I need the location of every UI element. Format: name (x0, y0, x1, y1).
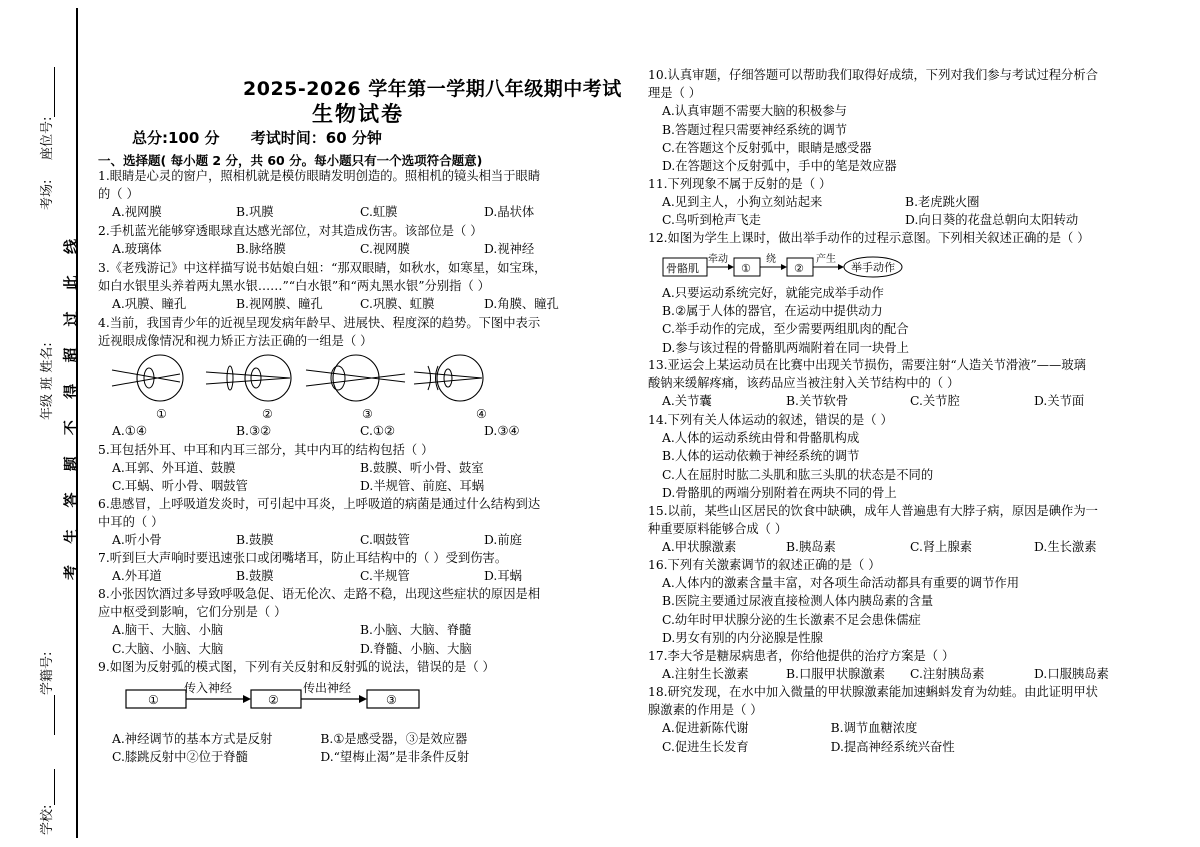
question-9 (98, 658, 608, 676)
question-15 (648, 502, 1158, 557)
q3-option-a[interactable]: A.巩膜、瞳孔 (112, 297, 187, 312)
q11-option-d[interactable]: D.向日葵的花盘总朝向太阳转动 (905, 213, 1079, 228)
grade-class-name-label: 年级 班 姓名: (40, 342, 55, 420)
q2-option-b[interactable]: B.脉络膜 (236, 242, 286, 257)
question-12-options (648, 284, 1158, 357)
flow-node-1-label: ① (741, 262, 751, 275)
eye-label-1: ① (156, 407, 167, 421)
q10-stem-line2: 理是（ ） (648, 86, 702, 101)
q15-option-b[interactable]: B.胰岛素 (786, 540, 836, 555)
question-12 (648, 229, 1158, 247)
exam-title: 2025-2026 学年第一学期八年级期中考试 (243, 78, 622, 100)
q1-options (98, 203, 608, 221)
q9-option-c[interactable]: C.膝跳反射中②位于脊髓 (112, 750, 248, 765)
q18-option-c[interactable]: C.促进生长发育 (662, 739, 749, 754)
q6-option-c[interactable]: C.咽鼓管 (360, 533, 410, 548)
q16-option-b[interactable]: B.医院主要通过尿液直接检测人体内胰岛素的含量 (662, 594, 934, 609)
q8-option-b[interactable]: B.小脑、大脑、脊髓 (360, 623, 472, 638)
q6-stem-line2: 中耳的（ ） (98, 515, 164, 530)
seat-blank[interactable] (54, 67, 55, 117)
q12-options (648, 284, 1158, 357)
q11-option-c[interactable]: C.鸟听到枪声飞走 (662, 213, 761, 228)
q12-stem: 12.如图为学生上课时，做出举手动作的过程示意图。下列相关叙述正确的是（ ） (648, 231, 1090, 245)
q18-option-a[interactable]: A.促进新陈代谢 (662, 721, 749, 736)
q10-options (648, 102, 1158, 175)
question-16 (648, 556, 1158, 647)
seat-field (36, 67, 55, 160)
q6-options (98, 531, 608, 549)
section-heading: 一、选择题( 每小题 2 分，共 60 分。每小题只有一个选项符合题意) (98, 153, 483, 168)
q5-option-a[interactable]: A.耳郭、外耳道、鼓膜 (112, 461, 236, 476)
question-4 (98, 314, 608, 350)
q16-options (648, 574, 1158, 647)
q7-option-a[interactable]: A.外耳道 (112, 569, 162, 584)
flow-node-2-label: ② (794, 262, 804, 275)
q1-option-b[interactable]: B.巩膜 (236, 205, 274, 220)
reflex-node-3-label: ③ (386, 693, 397, 707)
q4-option-b[interactable]: B.③② (236, 424, 271, 438)
q7-option-b[interactable]: B.鼓膜 (236, 569, 274, 584)
q8-stem-line1: 8.小张因饮酒过多导致呼吸急促、语无伦次、走路不稳，出现这些症状的原因是相 (98, 587, 541, 601)
q10-option-a[interactable]: A.认真审题不需要大脑的积极参与 (662, 104, 847, 119)
q13-option-a[interactable]: A.关节囊 (662, 394, 712, 409)
q4-stem-line2: 近视眼成像情况和视力矫正方法正确的一组是（ ） (98, 334, 373, 349)
q9-options-row1 (98, 730, 608, 748)
q5-stem: 5.耳包括外耳、中耳和内耳三部分，其中内耳的结构包括（ ） (98, 443, 434, 457)
eye-diagram-2 (206, 355, 291, 401)
exam-subtitle: 生物试卷 (312, 102, 404, 126)
q5-option-d[interactable]: D.半规管、前庭、耳蜗 (360, 479, 485, 494)
q18-options-row1 (648, 719, 1158, 737)
eye-label-3: ③ (362, 407, 373, 421)
q15-option-d[interactable]: D.生长激素 (1034, 540, 1097, 555)
reflex-node-2-label: ② (268, 693, 279, 707)
q3-option-b[interactable]: B.视网膜、瞳孔 (236, 297, 323, 312)
q11-options-row1 (648, 193, 1158, 211)
total-score: 总分:100 分 (132, 129, 220, 147)
q12-option-a[interactable]: A.只要运动系统完好，就能完成举手动作 (662, 286, 884, 300)
question-9-options (98, 730, 608, 766)
q1-option-a[interactable]: A.视网膜 (112, 205, 162, 220)
q5-option-c[interactable]: C.耳蜗、听小骨、咽鼓管 (112, 479, 248, 494)
q14-option-d[interactable]: D.骨骼肌的两端分别附着在两块不同的骨上 (662, 485, 897, 500)
q13-options (648, 392, 1158, 410)
q11-option-b[interactable]: B.老虎跳火圈 (905, 195, 980, 210)
question-11 (648, 175, 1158, 230)
q8-options-row2 (98, 640, 608, 658)
q6-stem-line1: 6.患感冒，上呼吸道发炎时，可引起中耳炎，上呼吸道的病菌是通过什么结构到达 (98, 497, 541, 511)
q18-options-row2 (648, 738, 1158, 756)
q13-option-b[interactable]: B.关节软骨 (786, 394, 849, 409)
q10-option-b[interactable]: B.答题过程只需要神经系统的调节 (662, 122, 848, 137)
seal-line-notice: 考 生 答 题 不 得 超 过 此 线 (62, 230, 80, 580)
question-10 (648, 66, 1158, 175)
flow-node-muscle-label: 骨骼肌 (666, 262, 699, 275)
question-7 (98, 549, 608, 585)
q17-stem: 17.李大爷是糖尿病患者，你给他提供的治疗方案是（ ） (648, 649, 955, 663)
q4-option-a[interactable]: A.①④ (112, 424, 147, 438)
question-3 (98, 259, 608, 314)
q9-option-a[interactable]: A.神经调节的基本方式是反射 (112, 732, 273, 746)
q9-option-d[interactable]: D.“望梅止渴”是非条件反射 (320, 750, 470, 765)
q4-option-c[interactable]: C.①② (360, 424, 395, 438)
q5-options-row1 (98, 459, 608, 477)
q6-option-a[interactable]: A.听小骨 (112, 533, 162, 548)
question-4-options (98, 422, 608, 440)
q18-stem-line2: 腺激素的作用是（ ） (648, 703, 763, 718)
q1-option-d[interactable]: D.晶状体 (484, 205, 535, 220)
flow-arrow-1-label: 牵动 (708, 254, 728, 265)
q2-stem: 2.手机蓝光能够穿透眼球直达感光部位，对其造成伤害。该部位是（ ） (98, 224, 483, 238)
q10-option-c[interactable]: C.在答题这个反射弧中，眼睛是感受器 (662, 140, 872, 155)
q4-stem-line1: 4.当前，我国青少年的近视呈现发病年龄早、进展快、程度深的趋势。下图中表示 (98, 316, 541, 330)
q16-stem: 16.下列有关激素调节的叙述正确的是（ ） (648, 558, 881, 572)
q2-option-c[interactable]: C.视网膜 (360, 242, 410, 257)
q1-stem-line1: 1.眼睛是心灵的窗户，照相机就是模仿眼睛发明创造的。照相机的镜头相当于眼睛 (98, 169, 541, 183)
q7-option-c[interactable]: C.半规管 (360, 569, 410, 584)
q8-option-d[interactable]: D.脊髓、小脑、大脑 (360, 641, 472, 656)
exam-time: 考试时间：60 分钟 (250, 129, 382, 147)
q8-options-row1 (98, 621, 608, 639)
q10-stem-line1: 10.认真审题，仔细答题可以帮助我们取得好成绩，下列对我们参与考试过程分析合 (648, 68, 1098, 82)
q15-options (648, 538, 1158, 556)
q13-stem-line1: 13.亚运会上某运动员在比赛中出现关节损伤，需要注射“人造关节滑液”——玻璃 (648, 358, 1086, 372)
eye-label-2: ② (262, 407, 273, 421)
q12-flow-diagram (662, 252, 912, 280)
eye-diagram-4 (414, 355, 483, 401)
question-17 (648, 647, 1158, 683)
grade-class-name-field (36, 342, 55, 420)
q15-stem-line1: 15.以前，某些山区居民的饮食中缺碘，成年人普遍患有大脖子病，原因是碘作为一 (648, 504, 1098, 518)
question-18 (648, 683, 1158, 756)
question-13 (648, 356, 1158, 411)
score-time-line (132, 127, 408, 148)
q14-option-b[interactable]: B.人体的运动依赖于神经系统的调节 (662, 449, 860, 464)
school-field (36, 769, 55, 835)
q2-options (98, 240, 608, 258)
question-6 (98, 495, 608, 550)
q7-option-d[interactable]: D.耳蜗 (484, 569, 522, 584)
q18-stem-line1: 18.研究发现，在水中加入微量的甲状腺激素能加速蝌蚪发育为幼蛙。由此证明甲状 (648, 685, 1098, 699)
q16-option-d[interactable]: D.男女有别的内分泌腺是性腺 (662, 630, 823, 645)
school-blank[interactable] (54, 769, 55, 805)
q10-option-d[interactable]: D.在答题这个反射弧中，手中的笔是效应器 (662, 159, 897, 174)
q15-stem-line2: 种重要原料能够合成（ ） (648, 522, 788, 537)
question-1 (98, 167, 608, 222)
flow-node-action-label: 举手动作 (851, 261, 895, 274)
school-label: 学校: (40, 804, 55, 835)
q5-option-b[interactable]: B.鼓膜、听小骨、鼓室 (360, 461, 484, 476)
q7-stem: 7.听到巨大声响时要迅速张口或闭嘴堵耳，防止耳结构中的（ ）受到伤害。 (98, 551, 508, 565)
q4-eye-diagrams (110, 352, 510, 422)
q15-option-a[interactable]: A.甲状腺激素 (662, 540, 737, 555)
q13-stem-line2: 酸钠来缓解疼痛，该药品应当被注射入关节结构中的（ ） (648, 376, 960, 391)
q18-option-b[interactable]: B.调节血糖浓度 (830, 721, 918, 736)
q9-option-b[interactable]: B.①是感受器，③是效应器 (320, 732, 468, 746)
q2-option-a[interactable]: A.玻璃体 (112, 242, 162, 257)
q15-option-c[interactable]: C.肾上腺素 (910, 540, 973, 555)
q12-option-b[interactable]: B.②属于人体的器官，在运动中提供动力 (662, 304, 883, 319)
q13-option-d[interactable]: D.关节面 (1034, 394, 1085, 409)
q18-option-d[interactable]: D.提高神经系统兴奋性 (830, 739, 955, 754)
afferent-nerve-label: 传入神经 (184, 681, 233, 695)
q11-stem: 11.下列现象不属于反射的是（ ） (648, 177, 832, 191)
question-2 (98, 222, 608, 258)
q12-option-d[interactable]: D.参与该过程的骨骼肌两端附着在同一块骨上 (662, 340, 909, 355)
eye-label-4: ④ (476, 407, 487, 421)
q3-options (98, 295, 608, 313)
seat-label: 座位号: (40, 116, 55, 160)
question-5 (98, 441, 608, 496)
q14-options (648, 429, 1158, 502)
q1-stem-line2: 的（ ） (98, 187, 139, 202)
q17-option-d[interactable]: D.口服胰岛素 (1034, 667, 1109, 682)
q16-option-a[interactable]: A.人体内的激素含量丰富，对各项生命活动都具有重要的调节作用 (662, 576, 1020, 591)
q4-options (98, 422, 608, 440)
id-blank-pre (54, 695, 55, 735)
q9-options-row2 (98, 748, 608, 766)
q14-stem: 14.下列有关人体运动的叙述，错误的是（ ） (648, 413, 893, 427)
q13-option-c[interactable]: C.关节腔 (910, 394, 960, 409)
q4-option-d[interactable]: D.③④ (484, 424, 520, 438)
q14-option-a[interactable]: A.人体的运动系统由骨和骨骼肌构成 (662, 431, 860, 446)
q3-stem-line1: 3.《老残游记》中这样描写说书姑娘白妞：“那双眼睛，如秋水，如寒星，如宝珠， (98, 261, 547, 275)
room-label: 考场: (40, 179, 55, 210)
q8-option-a[interactable]: A.脑干、大脑、小脑 (112, 623, 224, 638)
q6-option-d[interactable]: D.前庭 (484, 533, 522, 548)
efferent-nerve-label: 传出神经 (303, 681, 352, 695)
q17-option-a[interactable]: A.注射生长激素 (662, 667, 749, 682)
q8-stem-line2: 应中枢受到影响，它们分别是（ ） (98, 605, 287, 620)
binding-sidebar (0, 0, 78, 847)
reflex-node-1-label: ① (148, 693, 159, 707)
eye-diagram-1 (112, 355, 183, 401)
q5-options-row2 (98, 477, 608, 495)
q2-option-d[interactable]: D.视神经 (484, 242, 535, 257)
q3-stem-line2: 如白水银里头养着两丸黑水银……”“白水银”和“两丸黑水银”分别指（ ） (98, 279, 490, 294)
flow-arrow-3-label: 产生 (816, 254, 836, 265)
student-id-field (36, 652, 55, 735)
q7-options (98, 567, 608, 585)
q6-option-b[interactable]: B.鼓膜 (236, 533, 274, 548)
q17-option-c[interactable]: C.注射胰岛素 (910, 667, 985, 682)
q12-option-c[interactable]: C.举手动作的完成，至少需要两组肌肉的配合 (662, 322, 909, 337)
q9-reflex-arc-diagram (125, 680, 425, 714)
q17-options (648, 665, 1158, 683)
room-field (36, 180, 55, 210)
q3-option-c[interactable]: C.巩膜、虹膜 (360, 297, 435, 312)
q9-stem: 9.如图为反射弧的模式图，下列有关反射和反射弧的说法，错误的是（ ） (98, 660, 495, 674)
q14-option-c[interactable]: C.人在屈肘时肱二头肌和肱三头肌的状态是不同的 (662, 467, 934, 482)
q17-option-b[interactable]: B.口服甲状腺激素 (786, 667, 886, 682)
question-8 (98, 585, 608, 658)
q11-options-row2 (648, 211, 1158, 229)
q11-option-a[interactable]: A.见到主人，小狗立刻站起来 (662, 195, 823, 210)
eye-diagram-3 (306, 355, 405, 401)
q3-option-d[interactable]: D.角膜、瞳孔 (484, 297, 559, 312)
flow-arrow-2-label: 绕 (766, 254, 776, 265)
question-14 (648, 411, 1158, 502)
student-id-label: 学籍号: (40, 651, 55, 695)
q1-option-c[interactable]: C.虹膜 (360, 205, 398, 220)
q16-option-c[interactable]: C.幼年时甲状腺分泌的生长激素不足会患侏儒症 (662, 612, 921, 627)
q8-option-c[interactable]: C.大脑、小脑、大脑 (112, 641, 224, 656)
